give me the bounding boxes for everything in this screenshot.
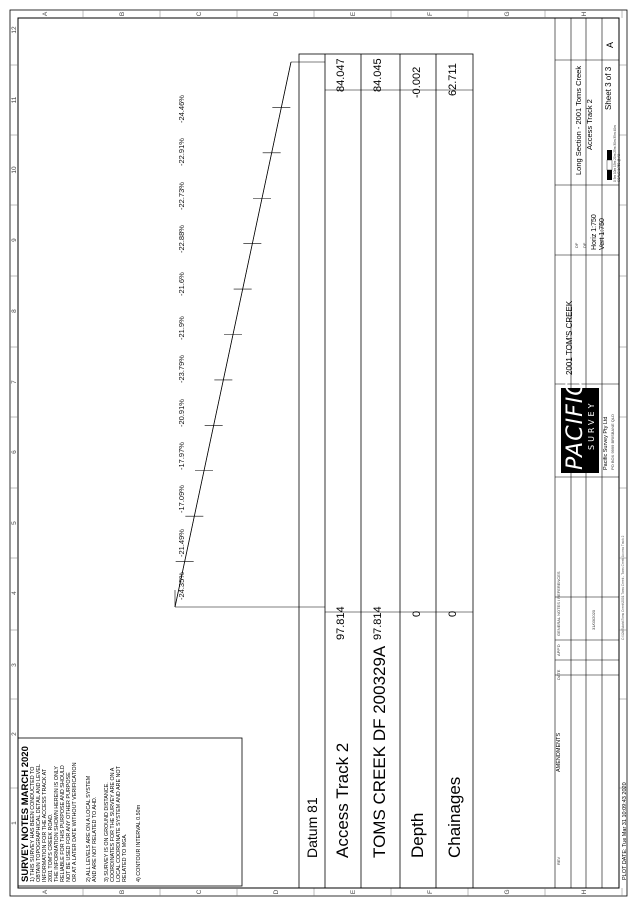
survey-note-line: NOT BE USED FOR ANY OTHER PURPOSE — [66, 772, 72, 882]
start-value-depth: 0 — [411, 610, 423, 617]
scale-horizontal: Horiz 1:750 — [591, 214, 598, 250]
grid-col-label: 3 — [11, 663, 18, 667]
grade-label: -17.97% — [177, 442, 186, 471]
revision-date: 31/03/2020 — [591, 609, 596, 630]
grid-col-label: 9 — [11, 238, 18, 242]
datum-label: Datum 81 — [304, 797, 320, 858]
grid-col-label: 7 — [11, 380, 18, 384]
scale-bar — [607, 150, 612, 180]
revision-letter: A — [605, 41, 615, 48]
survey-note-line: 3) SURVEY IS ON GROUND DISTANCE. — [104, 782, 110, 882]
grid-row-label: C — [196, 889, 203, 895]
references-label: GENERAL NOTES / REFERENCES — [556, 571, 561, 636]
survey-note-line: RELATED TO MGA. — [122, 833, 128, 882]
survey-note-line: COORDINATES FOR THE SURVEY ARE ON A — [110, 767, 116, 882]
company-logo-text: PACIFIC — [563, 379, 588, 470]
survey-note-line: INFORMATION FOR THE ACCESS TRACK AT — [42, 768, 48, 882]
row-label-depth: Depth — [408, 812, 427, 858]
grade-label: -22.91% — [177, 138, 186, 167]
checked-by: DF — [582, 242, 587, 248]
grid-row-label: D — [273, 11, 280, 17]
survey-note-line: RELIABLE FOR THIS PURPOSE AND SHOULD — [60, 765, 66, 882]
grid-col-label: 6 — [11, 450, 18, 454]
grid-row-label: B — [119, 889, 126, 895]
grade-label: -24.46% — [177, 94, 186, 123]
file-path: C:\12dS\data\Toms Creek\2001 Toms Creek - Toms Creek Access Track 2 — [621, 535, 625, 640]
grid-row-label: F — [427, 890, 434, 894]
grade-label: -20.91% — [177, 398, 186, 427]
end-value-toms-creek: 84.045 — [372, 58, 384, 92]
grade-label: -23.79% — [177, 355, 186, 384]
company-address: PO BOX 9999 BRISBANE QLD — [610, 413, 615, 470]
project-name: 2001 TOM'S CREEK — [565, 300, 574, 375]
drawing-title: Long Section - 2001 Toms Creek — [574, 65, 583, 175]
grid-row-label: E — [350, 889, 357, 895]
row-label-access-track: Access Track 2 — [333, 742, 352, 858]
grade-label: -21.6% — [177, 272, 186, 297]
grid-row-label: H — [581, 11, 588, 17]
survey-note-line: 2) ALL LEVELS ARE ON A LOCAL SYSTEM — [86, 775, 92, 882]
grid-row-label: H — [581, 889, 588, 895]
grade-label: -21.49% — [177, 528, 186, 557]
grid-col-label: 11 — [11, 96, 18, 104]
notes-heading: SURVEY NOTES MARCH 2020 — [20, 746, 31, 882]
row-label-toms-creek: TOMS CREEK DF 200329A — [370, 645, 389, 858]
grid-row-label: A — [42, 889, 49, 895]
grid-row-label: E — [350, 11, 357, 17]
appd-label: APP'D — [556, 644, 561, 656]
end-value-chainages: 62.711 — [447, 63, 459, 96]
grid-row-label: G — [504, 889, 511, 895]
grade-label: -24.35% — [177, 572, 186, 601]
survey-note-line: OBTAIN TOPOGRAPHICAL DETAIL AND LEVEL — [36, 764, 42, 882]
grade-label: -22.88% — [177, 225, 186, 253]
grid-row-label: A — [42, 11, 49, 17]
grid-row-label: G — [504, 11, 511, 17]
sheet-number: Sheet 3 of 3 — [604, 66, 613, 110]
company-details: Pacific Survey Pty Ltd — [603, 416, 609, 470]
grid-col-label: 4 — [11, 591, 18, 595]
start-value-access-track: 97.814 — [335, 606, 347, 640]
grade-label: -21.9% — [177, 316, 186, 340]
grid-row-label: F — [427, 12, 434, 16]
row-label-chainages: Chainages — [445, 776, 464, 858]
grid-col-label: 8 — [11, 309, 18, 313]
survey-note-line: AND ARE NOT RELATED TO AHD. — [92, 796, 98, 882]
rev-label: REV — [556, 856, 561, 865]
grade-label: -17.09% — [177, 485, 186, 514]
grid-col-label: 2 — [11, 732, 18, 736]
grid-col-label: 10 — [11, 166, 18, 174]
survey-note-line: 4) CONTOUR INTERVAL 0.50m — [136, 804, 142, 882]
company-logo-subtext: SURVEY — [587, 400, 596, 450]
start-value-chainages: 0 — [447, 610, 459, 617]
date-label: DATE — [556, 669, 561, 680]
start-value-toms-creek: 97.814 — [372, 606, 384, 640]
grid-col-label: 5 — [11, 521, 18, 525]
survey-note-line: 2001 TOM'S CREEK ROAD. — [48, 813, 54, 882]
survey-note-line: OR AT A LATER DATE WITHOUT VERIFICATION — [72, 762, 78, 882]
grid-row-label: C — [196, 11, 203, 17]
end-value-depth: -0.002 — [411, 66, 423, 98]
grid-col-label: 12 — [11, 26, 18, 34]
survey-note-line: THE INFORMATION SHOWN HEREIN IS ONLY — [54, 765, 60, 882]
grid-row-label: B — [119, 11, 126, 17]
grid-col-label: 1 — [11, 821, 18, 825]
scale-vertical: Vert 1:750 — [599, 218, 606, 250]
scale-note: SCALE 1:750 @ A3 — [617, 153, 621, 182]
grid-row-label: D — [273, 889, 280, 895]
amendments-label: AMENDMENTS — [556, 732, 562, 772]
survey-note-line: LOCAL COORDINATE SYSTEM AND ARE NOT — [116, 766, 122, 882]
grade-label: -22.73% — [177, 181, 186, 210]
end-value-access-track: 84.047 — [335, 58, 347, 92]
drawing-subtitle: Access Track 2 — [585, 99, 594, 150]
survey-note-line: 1) THIS SURVEY HAS BEEN CONDUCTED TO — [30, 766, 36, 882]
plot-date: PLOT DATE: Tue Mar 31 10:09:43 2020 — [622, 782, 628, 880]
drawn-by: DF — [574, 242, 579, 248]
scale-bar-label: 0 5m 10m 15m 20m 25m 30m 35m 40m — [613, 125, 617, 182]
